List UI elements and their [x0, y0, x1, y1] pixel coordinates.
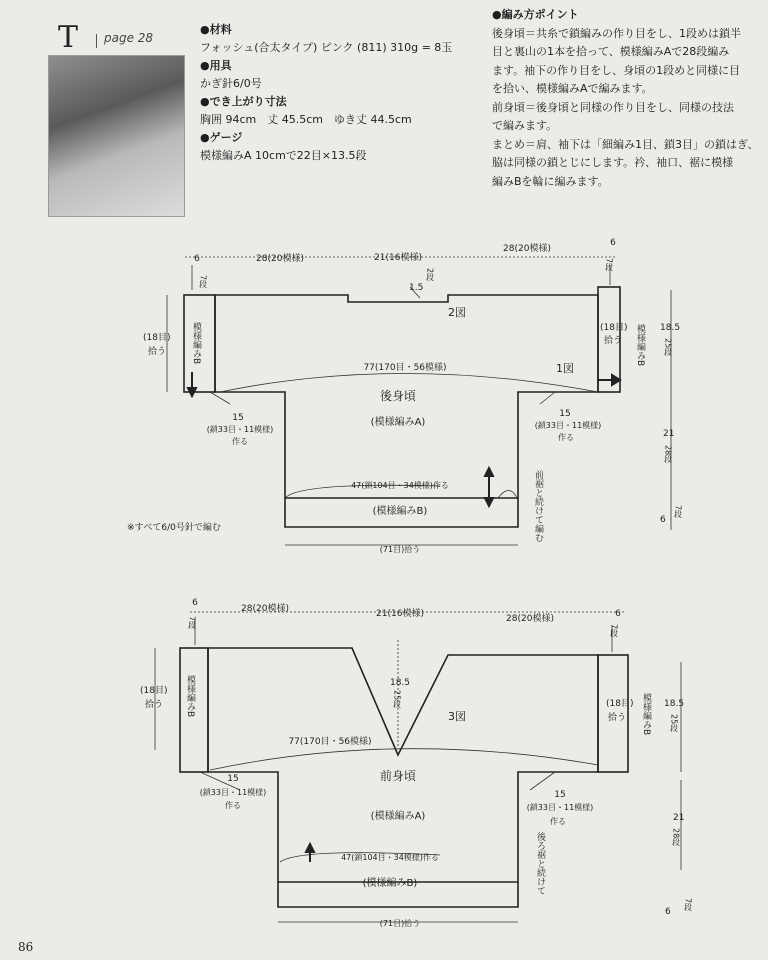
front-side-left-chain: (鎖33目・11模様) [199, 788, 267, 797]
front-piece-name: 前身頃 [379, 769, 417, 783]
back-side-left-make: 作る [232, 437, 248, 446]
back-top-width-2: 21(16模様) [374, 253, 422, 263]
points-line: 目と裏山の1本を拾って、模様編みAで28段編み [492, 45, 730, 58]
back-top-width-3: 28(20模様) [503, 244, 551, 254]
front-top-width-3: 28(20模様) [506, 614, 554, 624]
back-left-cuff-pick2: 拾う [148, 347, 167, 357]
front-top-left-rows: 7段 [187, 616, 197, 630]
back-side-left-chain: (鎖33目・11模様) [206, 425, 274, 434]
points-line: 脇は同様の鎖とじにします。衿、袖口、裾に模様 [492, 156, 734, 169]
page-number: 86 [18, 940, 34, 954]
front-right-cuff-pattern: 模様編みB [641, 693, 651, 736]
front-body-rows: 28段 [671, 828, 681, 847]
front-v-depth: 18.5 [389, 678, 411, 688]
front-side-right: 15 [554, 790, 566, 800]
front-side-right-chain: (鎖33目・11模様) [526, 803, 594, 812]
back-top-right-rows: 7段 [604, 258, 614, 272]
back-pattern-a: (模様編みA) [370, 417, 426, 428]
back-side-right-chain: (鎖33目・11模様) [534, 421, 602, 430]
back-hem-rows-right-rows: 7段 [673, 505, 683, 519]
front-side-right-make: 作る [550, 817, 566, 826]
back-right-cuff-pick: (18目) [600, 323, 628, 333]
back-fig-2: 2図 [448, 306, 466, 319]
back-left-cuff-pick: (18目) [143, 333, 171, 343]
front-hem-pattern: (模様編みB) [362, 878, 418, 889]
back-body-rows: 28段 [663, 445, 673, 464]
materials-heading: ●用具 [200, 59, 232, 72]
back-side-left: 15 [232, 413, 244, 423]
points-line: で編みます。 [492, 119, 558, 132]
materials-line: 模様編みA 10cmで22目×13.5段 [200, 149, 367, 162]
front-hem-note: 後ろ裾と続けて [535, 832, 545, 895]
front-top-width-1: 28(20模様) [241, 604, 289, 614]
back-neck-rows: 2段 [425, 268, 435, 282]
front-right-cuff-pick: (18目) [606, 699, 634, 709]
front-sleeve-height: 18.5 [664, 699, 685, 709]
materials-line: 胸囲 94cm 丈 45.5cm ゆき丈 44.5cm [200, 113, 412, 126]
front-top-right-rows: 7段 [609, 624, 619, 638]
back-left-cuff-pattern: 模様編みB [191, 322, 201, 365]
front-top-left-dim: 6 [192, 598, 198, 608]
materials-heading: ●でき上がり寸法 [200, 95, 287, 108]
back-hem-pattern: (模様編みB) [372, 506, 428, 517]
materials-line: フォッシュ(合太タイプ) ピンク (811) 310g = 8玉 [200, 41, 453, 54]
back-right-cuff-pattern: 模様編みB [635, 324, 645, 367]
back-sleeve-rows: 25段 [663, 338, 673, 357]
front-v-rows: 25段 [392, 690, 402, 709]
page-reference: page 28 [104, 31, 154, 45]
front-hem-label: 47(鎖104目・34模様)作る [341, 853, 439, 862]
back-side-right-make: 作る [558, 433, 574, 442]
back-fig-1: 1図 [556, 362, 574, 375]
front-hem-rows-right-rows: 7段 [683, 898, 693, 912]
back-side-right: 15 [559, 409, 571, 419]
front-right-cuff-pick2: 拾う [608, 713, 627, 723]
front-body-height: 21 [673, 813, 685, 823]
back-right-cuff-pick2: 拾う [604, 336, 623, 346]
front-width-label: 77(170目・56模様) [288, 737, 372, 747]
front-side-left: 15 [227, 774, 239, 784]
front-left-cuff-pick: (18目) [140, 686, 168, 696]
front-hem-rows-right: 6 [665, 907, 671, 917]
points-heading: ●編み方ポイント [492, 8, 579, 21]
front-left-cuff-pick2: 拾う [145, 700, 164, 710]
front-side-left-make: 作る [225, 801, 241, 810]
points-line: 前身頃＝後身頃と同様の作り目をし、同様の技法 [492, 100, 734, 114]
back-top-left-rows: 7段 [198, 275, 208, 289]
back-top-left-dim: 6 [194, 254, 200, 264]
back-sleeve-height: 18.5 [660, 323, 681, 333]
back-top-width-1: 28(20模様) [256, 254, 304, 264]
front-top-right-dim: 6 [615, 609, 621, 619]
needle-note: ※すべて6/0号針で編む [127, 523, 221, 533]
back-hem-pick: (71目)拾う [379, 545, 421, 554]
points-line: まとめ＝肩、袖下は「細編み1目、鎖3目」の鎖はぎ、 [492, 137, 759, 151]
back-hem-rows-right: 6 [660, 515, 666, 525]
materials-line: かぎ針6/0号 [200, 77, 262, 90]
points-line: 編みBを輪に編みます。 [492, 174, 609, 188]
materials-heading: ●ゲージ [200, 131, 243, 144]
back-neck-drop: 1.5 [409, 283, 424, 293]
front-top-width-2: 21(16模様) [376, 609, 424, 619]
front-left-cuff-pattern: 模様編みB [185, 675, 195, 718]
back-width-label: 77(170目・56模様) [363, 363, 447, 373]
pattern-letter: T [58, 20, 79, 55]
front-sleeve-rows: 25段 [669, 714, 679, 733]
points-line: を拾い、模様編みAで編みます。 [492, 82, 653, 95]
points-line: ます。袖下の作り目をし、身頃の1段めと同様に目 [492, 63, 741, 77]
back-hem-note: 前裾と続けて編む [533, 470, 543, 542]
back-hem-label: 47(鎖104目・34模様)作る [351, 481, 449, 490]
points-line: 後身頃＝共糸で鎖編みの作り目をし、1段めは鎖半 [492, 26, 741, 40]
front-pattern-a: (模様編みA) [370, 811, 426, 822]
back-top-right-dim: 6 [610, 238, 616, 248]
front-fig-3: 3図 [448, 710, 466, 723]
back-piece-name: 後身頃 [379, 389, 417, 403]
materials-heading: ●材料 [200, 23, 232, 36]
front-hem-pick: (71目)拾う [379, 919, 421, 928]
back-body-height: 21 [663, 429, 675, 439]
